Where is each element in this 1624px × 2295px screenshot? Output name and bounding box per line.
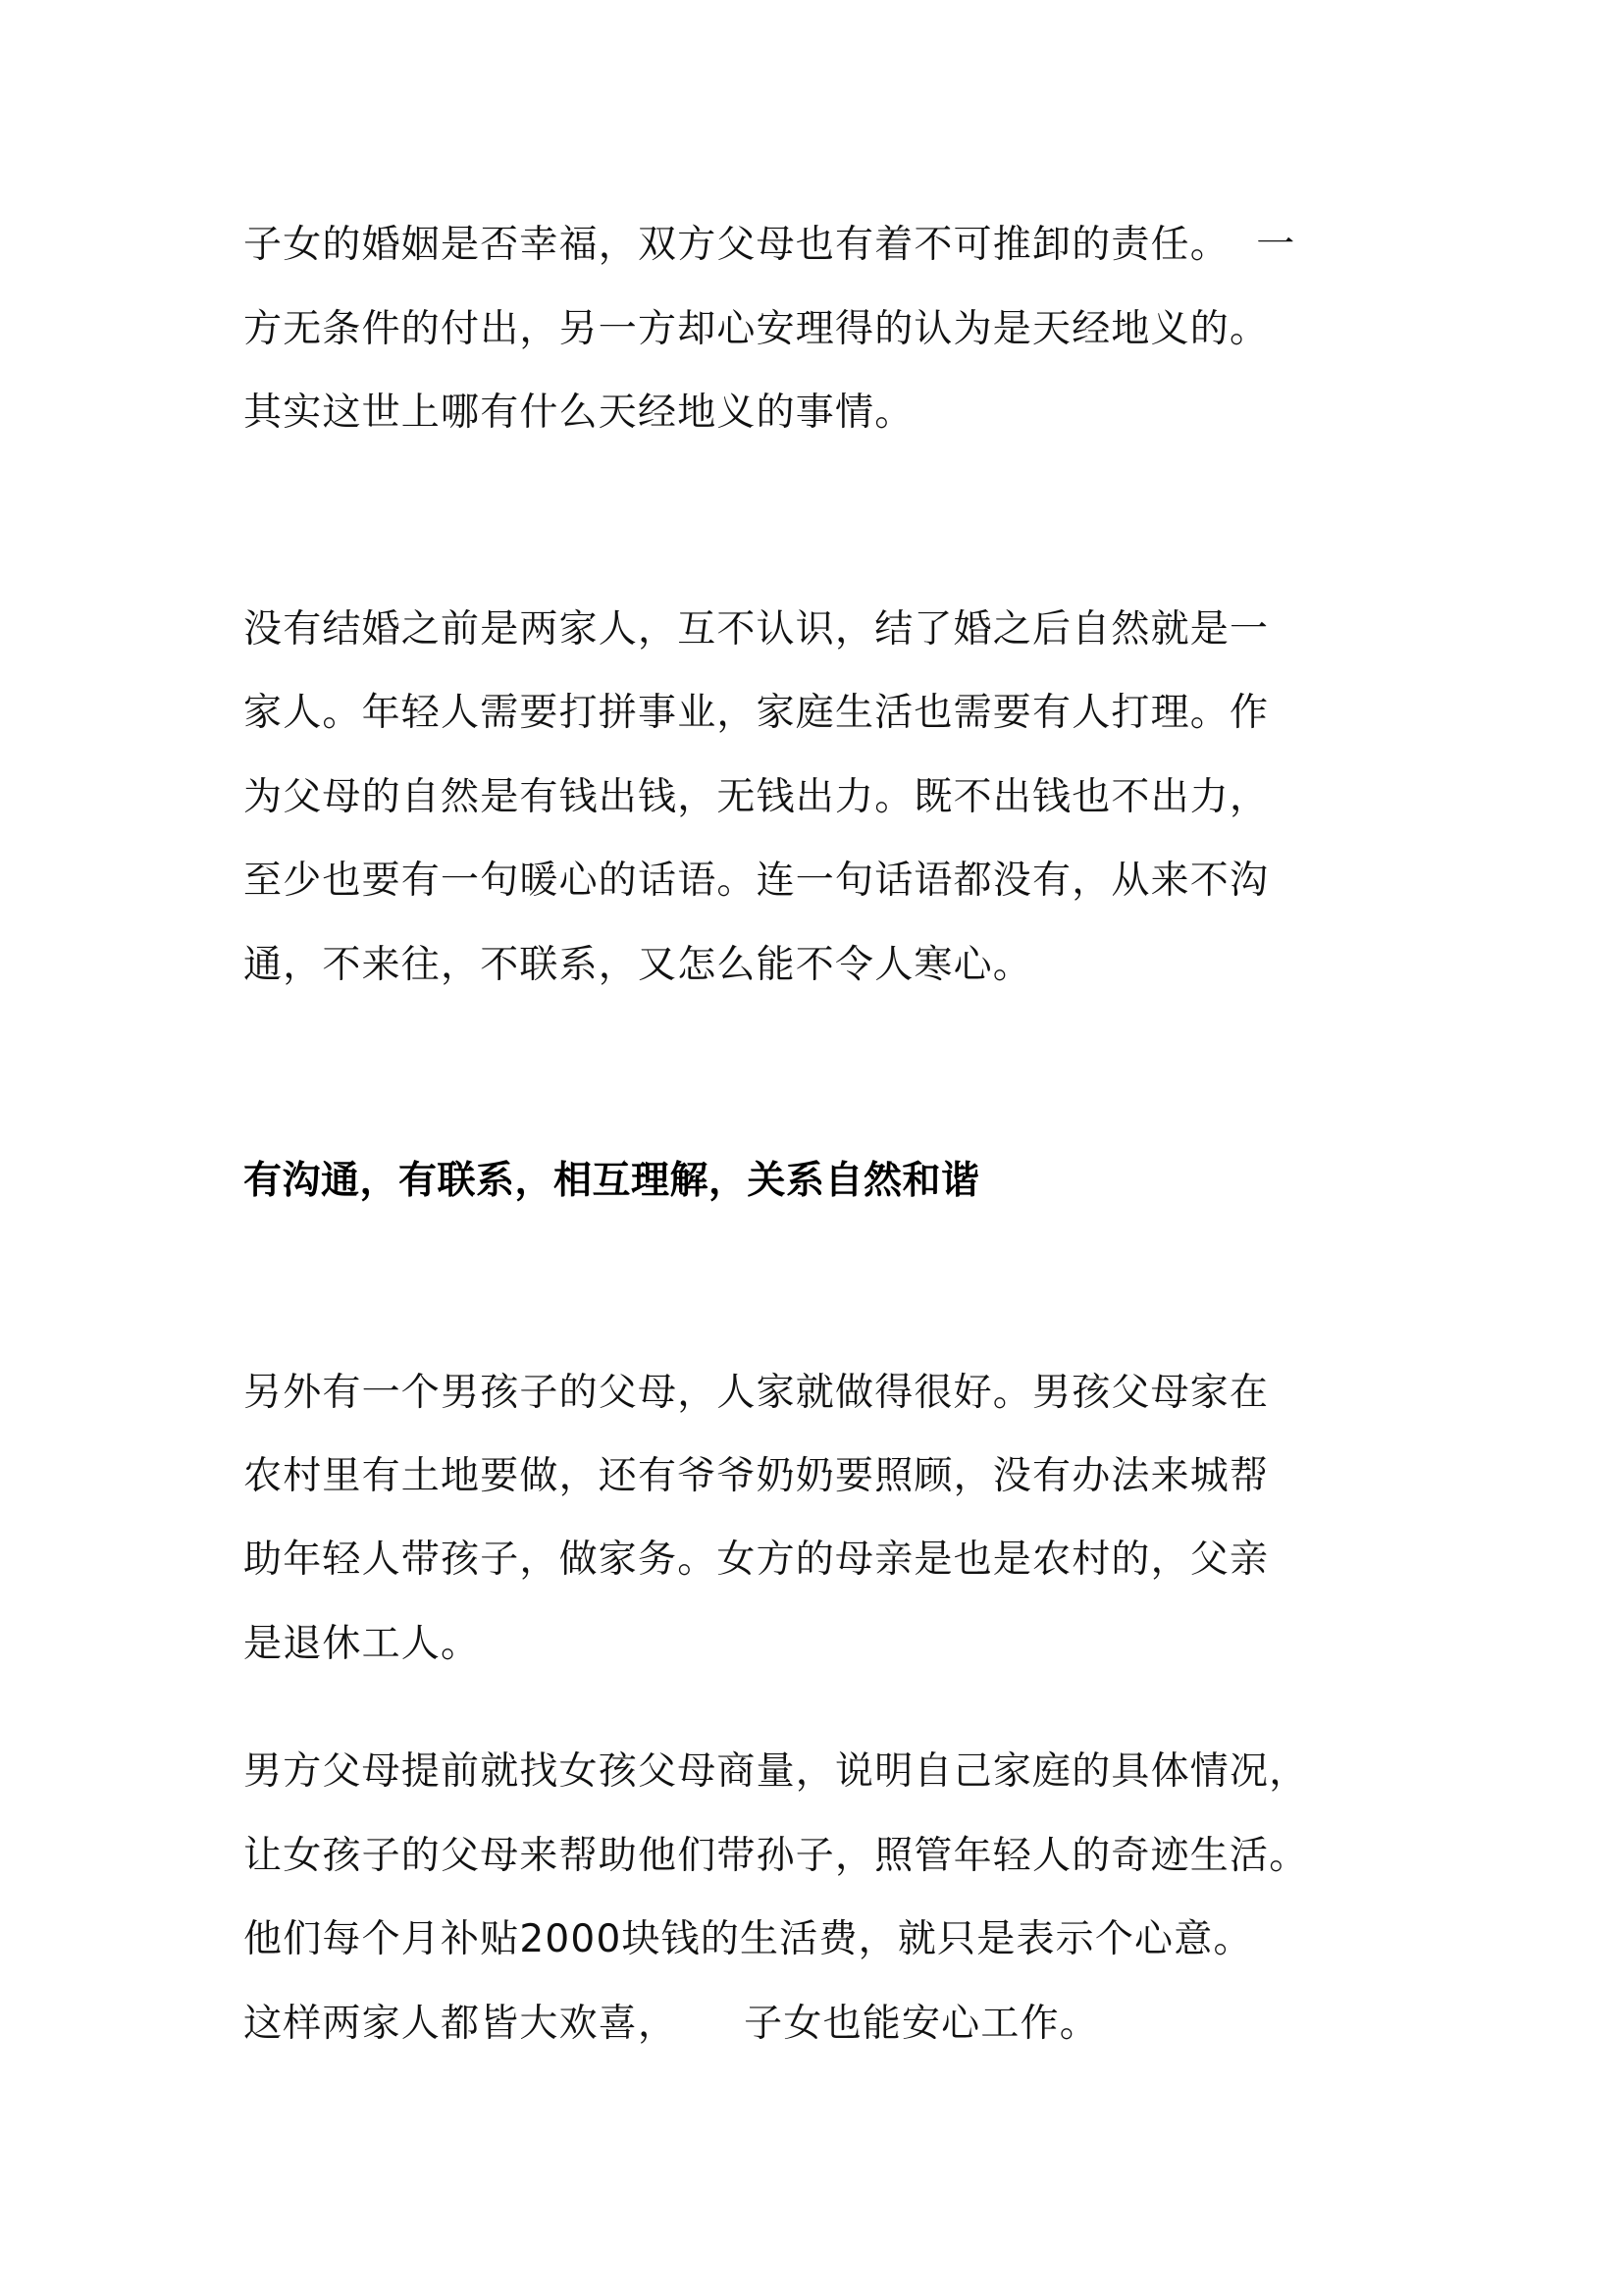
text-line: 没有结婚之前是两家人，互不认识，结了婚之后自然就是一 — [243, 607, 1270, 652]
text-line: 是退休工人。 — [243, 1622, 481, 1666]
text-line: 让女孩子的父母来帮助他们带孙子，照管年轻人的奇迹生活。 — [243, 1834, 1309, 1878]
heading-text: 有沟通，有联系，相互理解，关系自然和谐 — [243, 1159, 980, 1203]
text-line: 这样两家人都皆大欢喜， 子女也能安心工作。 — [243, 2002, 1099, 2046]
text-line: 另外有一个男孩子的父母，人家就做得很好。男孩父母家在 — [243, 1371, 1270, 1415]
text-line: 方无条件的付出，另一方却心安理得的认为是天经地义的。 — [243, 307, 1270, 351]
text-line: 子女的婚姻是否幸福，双方父母也有着不可推卸的责任。 一 — [243, 223, 1296, 267]
text-line: 至少也要有一句暖心的话语。连一句话语都没有，从来不沟 — [243, 859, 1270, 903]
text-line: 农村里有土地要做，还有爷爷奶奶要照顾，没有办法来城帮 — [243, 1454, 1270, 1498]
text-line: 通，不来往，不联系，又怎么能不令人寒心。 — [243, 943, 1033, 987]
text-line: 为父母的自然是有钱出钱，无钱出力。既不出钱也不出力， — [243, 775, 1270, 819]
text-line: 其实这世上哪有什么天经地义的事情。 — [243, 391, 915, 435]
text-line: 助年轻人带孩子，做家务。女方的母亲是也是农村的，父亲 — [243, 1538, 1270, 1582]
text-line: 他们每个月补贴2000块钱的生活费，就只是表示个心意。 — [243, 1917, 1253, 1961]
text-line: 男方父母提前就找女孩父母商量，说明自己家庭的具体情况， — [243, 1749, 1309, 1794]
text-line: 家人。年轻人需要打拼事业，家庭生活也需要有人打理。作 — [243, 691, 1270, 735]
